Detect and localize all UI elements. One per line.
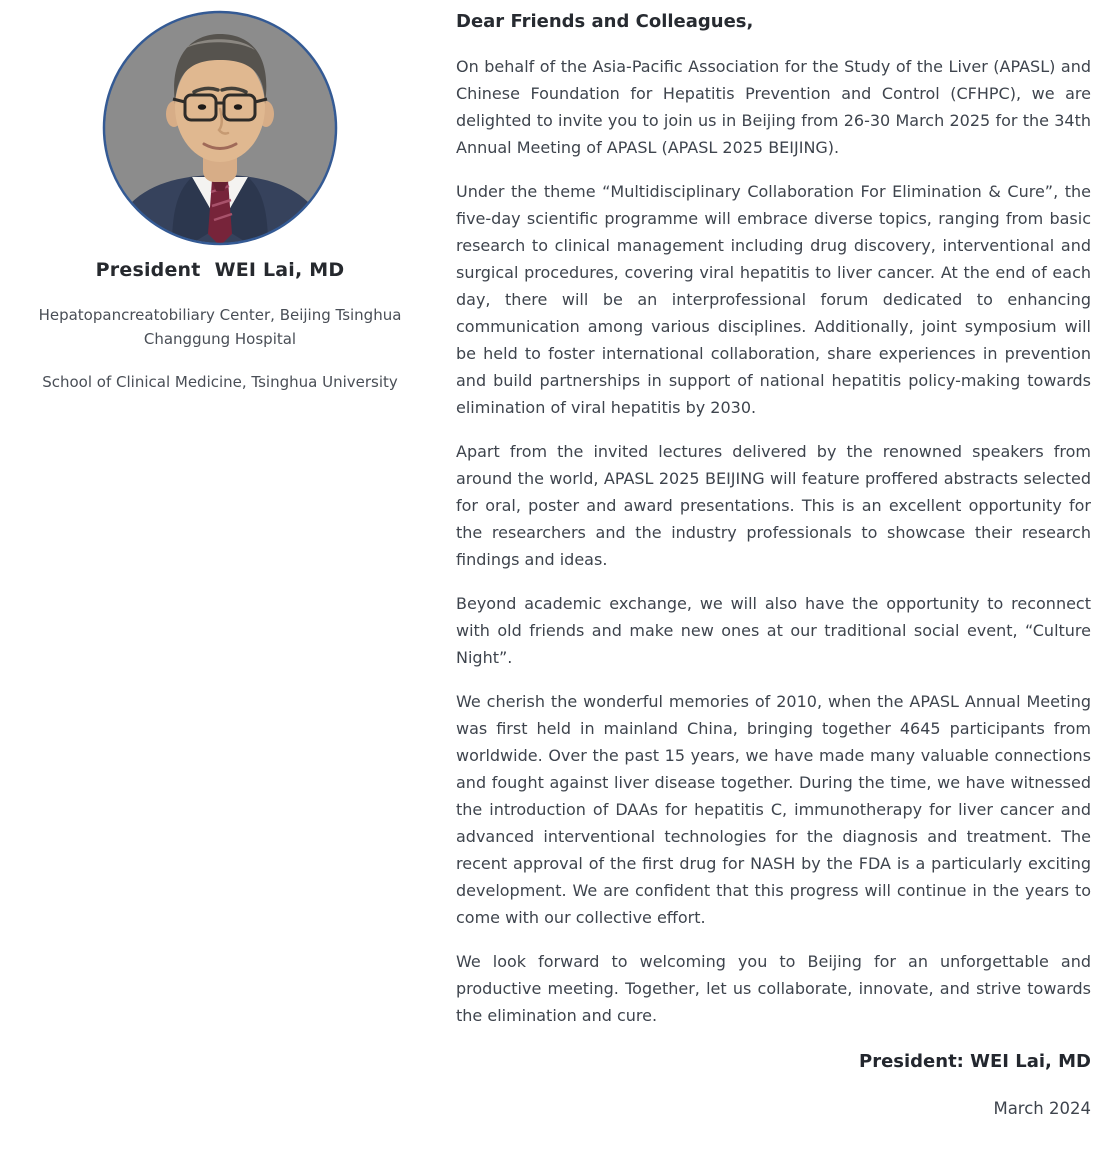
signature-name: President: WEI Lai, MD [859,1051,1091,1072]
president-profile-panel [0,0,440,1175]
president-photo [102,10,338,246]
president-title-label: President [95,259,201,281]
president-caption [0,259,440,281]
letter-body [440,0,1113,1175]
affiliation-university: School of Clinical Medicine, Tsinghua University [42,373,398,391]
letter-paragraph: Apart from the invited lectures delivered by the renowned speakers from around the world, APASL 2025 BEIJING will feature proffered abstracts selected for oral, poster and award presentations. This is an excellent opportunity for the researchers and the industry professionals to showcase their research findings and ideas. [456,442,1091,569]
signature-date: March 2024 [993,1099,1091,1118]
letter-paragraph: Under the theme “Multidisciplinary Collaboration For Elimination & Cure”, the five-day scientific programme will embrace diverse topics, ranging from basic research to clinical management including drug discovery, interventional and surgical procedures, covering viral hepatitis to liver cancer. At the end of each day, there will be an interprofessional forum dedicated to enhancing communication among various disciplines. Additionally, joint symposium will be held to foster international collaboration, share experiences in prevention and build partnerships in support of national hepatitis policy-making towards elimination of viral hepatitis by 2030. [456,182,1091,417]
president-name: WEI Lai, MD [214,259,345,281]
letter-paragraph: On behalf of the Asia-Pacific Association for the Study of the Liver (APASL) and Chinese Foundation for Hepatitis Prevention and Control (CFHPC), we are delighted to invite you to join us in Beijing from 26-30 March 2025 for the 34th Annual Meeting of APASL (APASL 2025 BEIJING). [456,57,1091,157]
affiliation-hospital: Hepatopancreatobiliary Center, Beijing Tsinghua Changgung Hospital [38,306,402,348]
letter-paragraph: We cherish the wonderful memories of 2010, when the APASL Annual Meeting was first held in mainland China, bringing together 4645 participants from worldwide. Over the past 15 years, we have made many valuable connections and fought against liver disease together. During the time, we have witnessed the introduction of DAAs for hepatitis C, immunotherapy for liver cancer and advanced interventional technologies for the diagnosis and treatment. The recent approval of the first drug for NASH by the FDA is a particularly exciting development. We are confident that this progress will continue in the years to come with our collective effort. [456,692,1091,927]
letter-salutation: Dear Friends and Colleagues, [456,11,754,32]
letter-paragraph: Beyond academic exchange, we will also have the opportunity to reconnect with old friends and make new ones at our traditional social event, “Culture Night”. [456,594,1091,667]
letter-paragraph: We look forward to welcoming you to Beijing for an unforgettable and productive meeting. Together, let us collaborate, innovate, and strive towards the elimination and cure. [456,952,1091,1025]
